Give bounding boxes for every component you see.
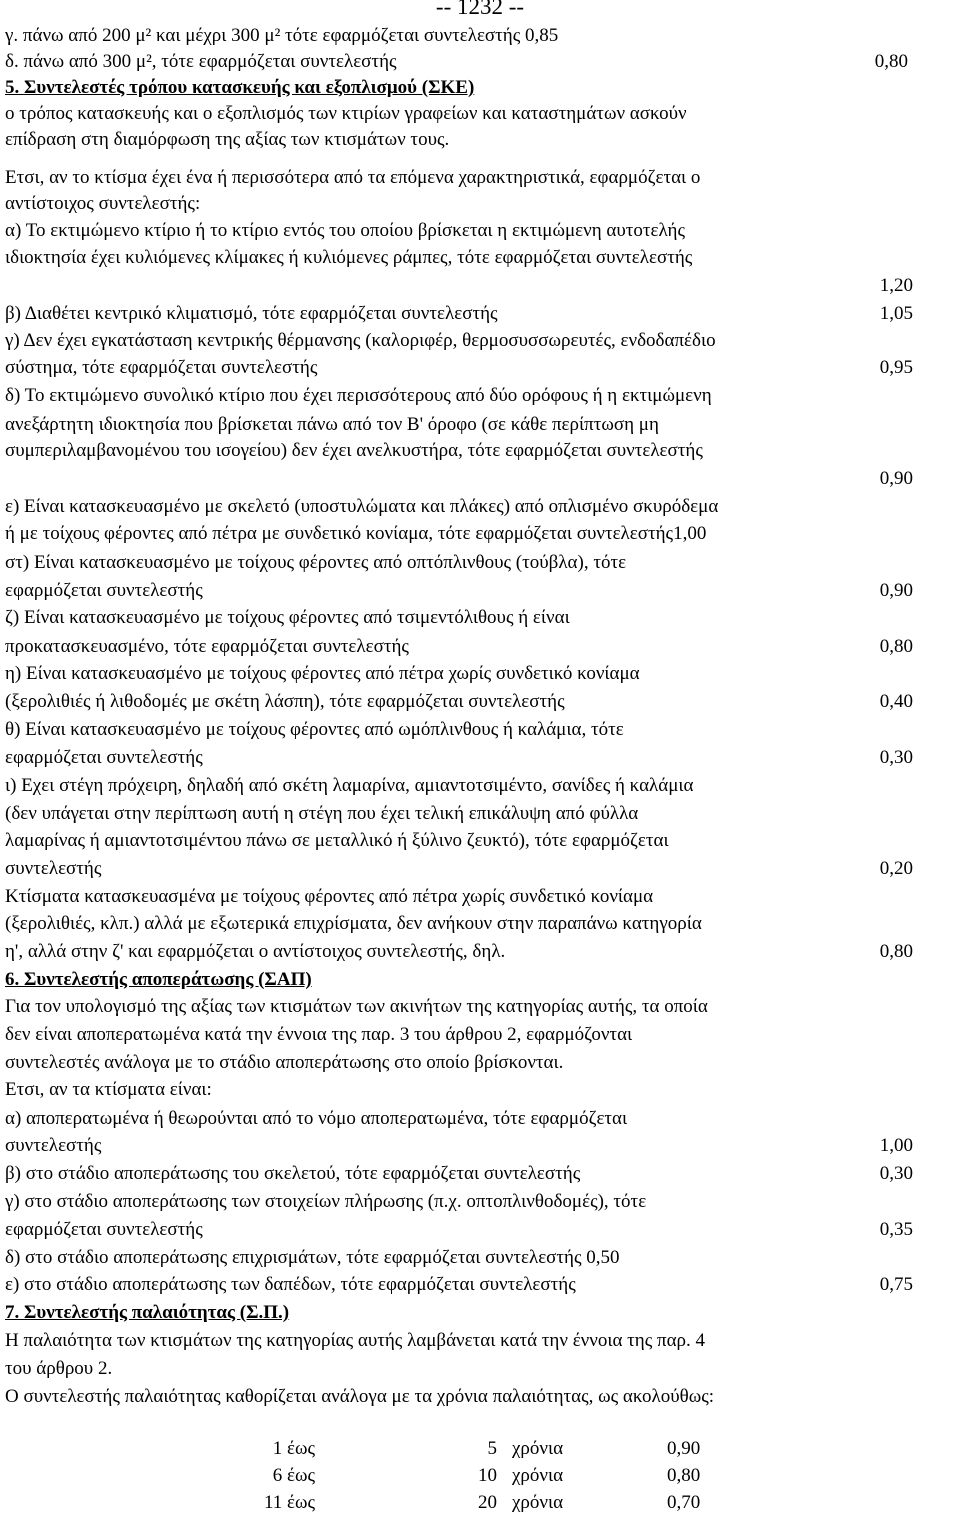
text-line: Κτίσματα κατασκευασμένα με τοίχους φέροντες από πέτρα χωρίς συνδετικό κονίαμα [5, 886, 654, 907]
age-coefficient: 0,90 [667, 1438, 701, 1459]
coefficient-value: 0,90 [879, 580, 913, 601]
text-line: επίδραση στη διαμόρφωση της αξίας των κτισμάτων τους. [5, 129, 450, 150]
text-line: ι) Εχει στέγη πρόχειρη, δηλαδή από σκέτη λαμαρίνα, αμιαντοτσιμέντο, σανίδες ή καλάμια [5, 775, 694, 796]
section-heading: 5. Συντελεστές τρόπου κατασκευής και εξοπλισμού (ΣΚΕ) [5, 77, 475, 98]
text-line: η', αλλά στην ζ' και εφαρμόζεται ο αντίστοιχος συντελεστής, δηλ. [5, 941, 506, 962]
coefficient-value: 0,75 [879, 1274, 913, 1295]
coefficient-value: 0,30 [879, 747, 913, 768]
text-line: προκατασκευασμένο, τότε εφαρμόζεται συντελεστής [5, 636, 409, 657]
text-line: α) Το εκτιμώμενο κτίριο ή το κτίριο εντός του οποίου βρίσκεται η εκτιμώμενη αυτοτελής [5, 220, 686, 241]
coefficient-value: 0,80 [879, 941, 913, 962]
text-line: Ετσι, αν το κτίσμα έχει ένα ή περισσότερα από τα επόμενα χαρακτηριστικά, εφαρμόζεται ο [5, 167, 701, 188]
text-line: Για τον υπολογισμό της αξίας των κτισμάτων των ακινήτων της κατηγορίας αυτής, τα οποία [5, 996, 708, 1017]
text-line: θ) Είναι κατασκευασμένο με τοίχους φέροντες από ωμόπλινθους ή καλάμια, τότε [5, 719, 624, 740]
coefficient-value: 0,80 [879, 636, 913, 657]
text-line: στ) Είναι κατασκευασμένο με τοίχους φέροντες από οπτόπλινθους (τούβλα), τότε [5, 552, 627, 573]
age-to: 10 [478, 1465, 497, 1486]
age-unit: χρόνια [512, 1492, 564, 1513]
text-line: εφαρμόζεται συντελεστής [5, 1219, 203, 1240]
age-coefficient: 0,80 [667, 1465, 701, 1486]
text-line: συντελεστές ανάλογα με το στάδιο αποπεράτωσης στο οποίο βρίσκονται. [5, 1052, 564, 1073]
text-line: β) στο στάδιο αποπεράτωσης του σκελετού, τότε εφαρμόζεται συντελεστής [5, 1163, 581, 1184]
text-line: γ) στο στάδιο αποπεράτωσης των στοιχείων πλήρωσης (π.χ. οπτοπλινθοδομές), τότε [5, 1191, 647, 1212]
age-unit: χρόνια [512, 1438, 564, 1459]
text-line: αντίστοιχος συντελεστής: [5, 193, 201, 214]
text-line: συντελεστής [5, 858, 102, 879]
text-line: (ξερολιθιές, κλπ.) αλλά με εξωτερικά επιχρίσματα, δεν ανήκουν στην παραπάνω κατηγορία [5, 913, 702, 934]
coefficient-value: 0,20 [879, 858, 913, 879]
age-to: 20 [478, 1492, 497, 1513]
age-from: 11 έως [263, 1492, 315, 1513]
text-line: Ο συντελεστής παλαιότητας καθορίζεται ανάλογα με τα χρόνια παλαιότητας, ως ακολούθως: [5, 1386, 715, 1407]
text-line: ε) Είναι κατασκευασμένο με σκελετό (υποστυλώματα και πλάκες) από οπλισμένο σκυρόδεμα [5, 496, 719, 517]
age-from: 1 έως [272, 1438, 315, 1459]
text-line: δ. πάνω από 300 μ², τότε εφαρμόζεται συντελεστής [5, 51, 397, 72]
coefficient-value: 0,35 [879, 1219, 913, 1240]
page-number: -- 1232 -- [435, 0, 525, 19]
text-line: ε) στο στάδιο αποπεράτωσης των δαπέδων, τότε εφαρμόζεται συντελεστής [5, 1274, 576, 1295]
text-line: (δεν υπάγεται στην περίπτωση αυτή η στέγη που έχει τελική επικάλυψη από φύλλα [5, 803, 639, 824]
text-line: δεν είναι αποπερατωμένα κατά την έννοια της παρ. 3 του άρθρου 2, εφαρμόζονται [5, 1024, 633, 1045]
text-line: (ξερολιθιές ή λιθοδομές με σκέτη λάσπη), τότε εφαρμόζεται συντελεστής [5, 691, 565, 712]
text-line: δ) στο στάδιο αποπεράτωσης επιχρισμάτων, τότε εφαρμόζεται συντελεστής 0,50 [5, 1247, 620, 1268]
age-to: 5 [487, 1438, 497, 1459]
text-line: ο τρόπος κατασκευής και ο εξοπλισμός των κτιρίων γραφείων και καταστημάτων ασκούν [5, 103, 687, 124]
text-line: σύστημα, τότε εφαρμόζεται συντελεστής [5, 357, 318, 378]
text-line: λαμαρίνας ή αμιαντοτσιμέντου πάνω σε μεταλλικό ή ξύλινο ζευκτό), τότε εφαρμόζεται [5, 830, 669, 851]
text-line: γ) Δεν έχει εγκατάσταση κεντρικής θέρμανσης (καλοριφέρ, θερμοσυσσωρευτές, ενδοδαπέδιο [5, 330, 716, 351]
text-line: συντελεστής [5, 1135, 102, 1156]
text-line: ή με τοίχους φέροντες από πέτρα με συνδετικό κονίαμα, τότε εφαρμόζεται συντελεστής1,00 [5, 523, 707, 544]
text-line: α) αποπερατωμένα ή θεωρούνται από το νόμο αποπερατωμένα, τότε εφαρμόζεται [5, 1108, 628, 1129]
text-line: συμπεριλαμβανομένου του ισογείου) δεν έχει ανελκυστήρα, τότε εφαρμόζεται συντελεστής [5, 440, 703, 461]
coefficient-value: 1,05 [879, 303, 913, 324]
text-line: β) Διαθέτει κεντρικό κλιματισμό, τότε εφαρμόζεται συντελεστής [5, 303, 498, 324]
age-unit: χρόνια [512, 1465, 564, 1486]
coefficient-value: 0,40 [879, 691, 913, 712]
text-line: η) Είναι κατασκευασμένο με τοίχους φέροντες από πέτρα χωρίς συνδετικό κονίαμα [5, 663, 640, 684]
age-coefficient: 0,70 [667, 1492, 701, 1513]
coefficient-value: 0,95 [879, 357, 913, 378]
text-line: γ. πάνω από 200 μ² και μέχρι 300 μ² τότε εφαρμόζεται συντελεστής 0,85 [5, 25, 559, 46]
text-line: δ) Το εκτιμώμενο συνολικό κτίριο που έχει περισσότερους από δύο ορόφους ή η εκτιμώμενη [5, 385, 712, 406]
coefficient-value: 0,80 [874, 51, 908, 72]
text-line: Η παλαιότητα των κτισμάτων της κατηγορίας αυτής λαμβάνεται κατά την έννοια της παρ. 4 [5, 1330, 706, 1351]
section-heading: 6. Συντελεστής αποπεράτωσης (ΣΑΠ) [5, 969, 312, 990]
text-line: ανεξάρτητη ιδιοκτησία που βρίσκεται πάνω από τον Β' όροφο (σε κάθε περίπτωση μη [5, 414, 659, 435]
coefficient-value: 0,90 [879, 468, 913, 489]
text-line: ζ) Είναι κατασκευασμένο με τοίχους φέροντες από τσιμεντόλιθους ή είναι [5, 607, 570, 628]
age-from: 6 έως [272, 1465, 315, 1486]
text-line: εφαρμόζεται συντελεστής [5, 747, 203, 768]
coefficient-value: 0,30 [879, 1163, 913, 1184]
text-line: του άρθρου 2. [5, 1358, 113, 1379]
coefficient-value: 1,20 [879, 275, 913, 296]
coefficient-value: 1,00 [879, 1135, 913, 1156]
text-line: Ετσι, αν τα κτίσματα είναι: [5, 1079, 212, 1100]
text-line: ιδιοκτησία έχει κυλιόμενες κλίμακες ή κυλιόμενες ράμπες, τότε εφαρμόζεται συντελεστής [5, 247, 693, 268]
section-heading: 7. Συντελεστής παλαιότητας (Σ.Π.) [5, 1302, 290, 1323]
text-line: εφαρμόζεται συντελεστής [5, 580, 203, 601]
